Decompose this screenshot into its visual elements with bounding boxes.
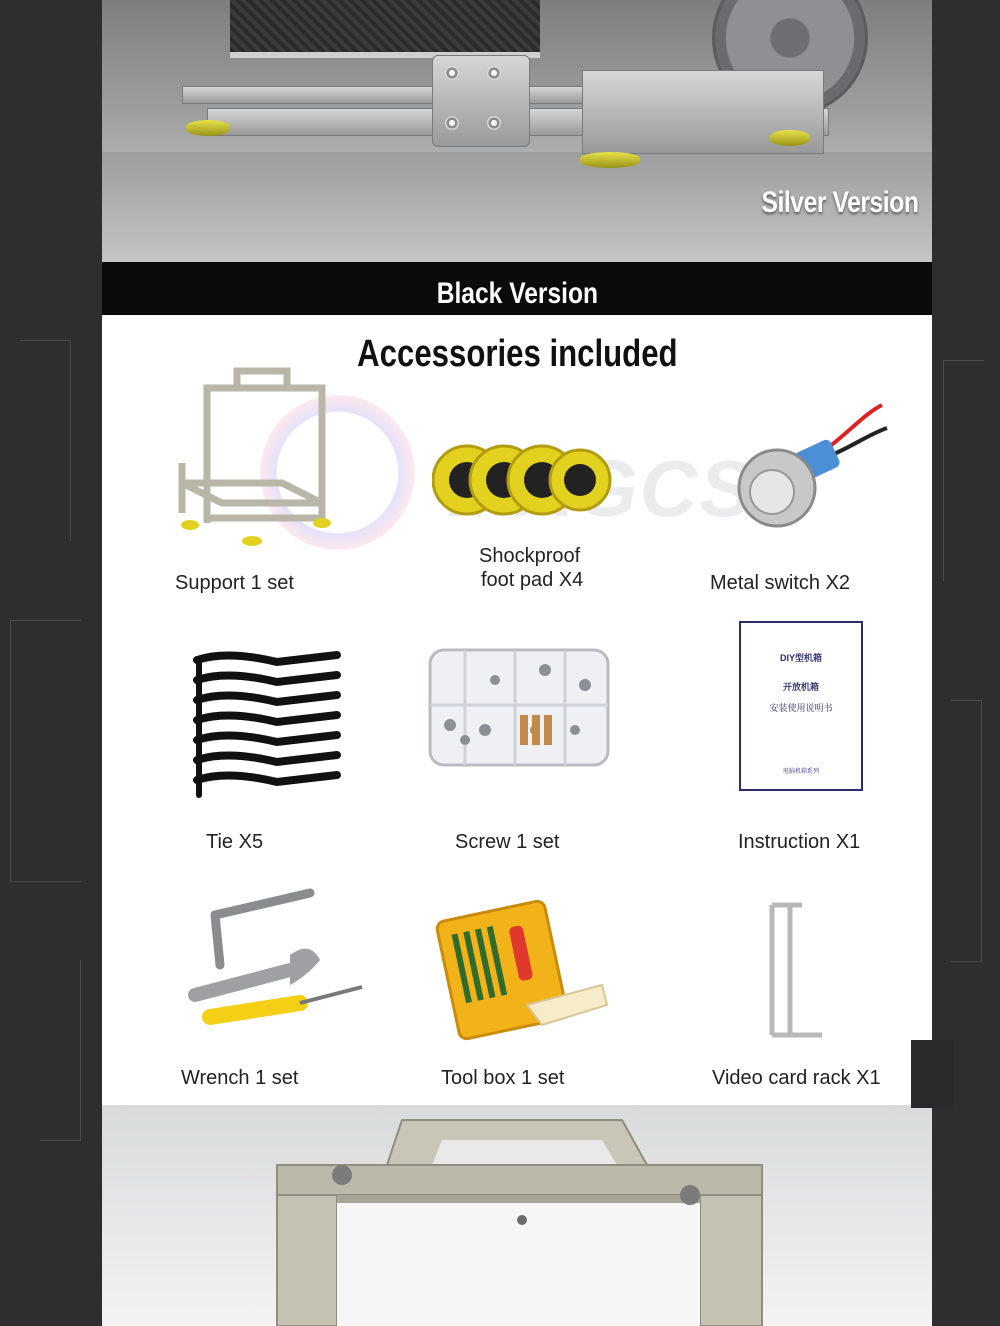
right-circuit-background [931, 0, 1000, 1326]
frame-closeup-illustration [102, 1105, 932, 1326]
black-version-banner [102, 262, 932, 315]
foot-pad-icon [432, 435, 612, 525]
instruction-caption: Instruction X1 [738, 831, 861, 853]
support-item [127, 363, 387, 603]
support-frame-icon [162, 363, 352, 553]
manual-line2: 开放机箱 [782, 682, 819, 692]
foot-pad-caption-line2: foot pad X4 [481, 569, 584, 591]
tie-item [162, 635, 362, 865]
video-card-rack-caption: Video card rack X1 [712, 1067, 881, 1089]
tool-box-caption: Tool box 1 set [441, 1067, 565, 1089]
tool-box-item [427, 885, 637, 1100]
foot-pad-item [432, 425, 632, 595]
video-card-rack-icon [762, 895, 852, 1045]
tie-caption: Tie X5 [206, 831, 264, 853]
graphics-card [230, 0, 540, 58]
accessories-section [102, 315, 932, 1105]
silver-version-photo [102, 0, 932, 262]
wrench-caption: Wrench 1 set [181, 1067, 299, 1089]
screw-caption: Screw 1 set [455, 831, 560, 853]
black-version-label: Black Version [436, 277, 598, 310]
manual-footer: 电脑机箱系列 [782, 769, 819, 775]
instruction-manual-icon [739, 621, 863, 791]
cable-tie-icon [187, 640, 347, 805]
manual-line1: DIY型机箱 [779, 653, 822, 663]
manual-line3: 安装使用说明书 [769, 703, 833, 713]
screw-box-icon [425, 630, 615, 780]
tool-box-icon [432, 885, 612, 1055]
left-circuit-background [0, 0, 102, 1326]
metal-switch-caption: Metal switch X2 [710, 572, 851, 594]
support-caption: Support 1 set [175, 572, 294, 594]
floating-side-tab[interactable] [911, 1040, 954, 1108]
instruction-item [717, 615, 897, 865]
silver-version-label: Silver Version [761, 186, 918, 219]
support-frame-closeup-photo [102, 1105, 932, 1326]
foot-pad-caption-line1: Shockproof [479, 545, 581, 567]
metal-switch-item [702, 400, 912, 600]
video-card-rack-item [707, 890, 907, 1100]
accessories-title: Accessories included [356, 333, 678, 375]
wrench-icon [180, 885, 370, 1035]
screw-item [420, 620, 640, 865]
wrench-item [170, 880, 380, 1100]
metal-switch-icon [722, 400, 892, 540]
